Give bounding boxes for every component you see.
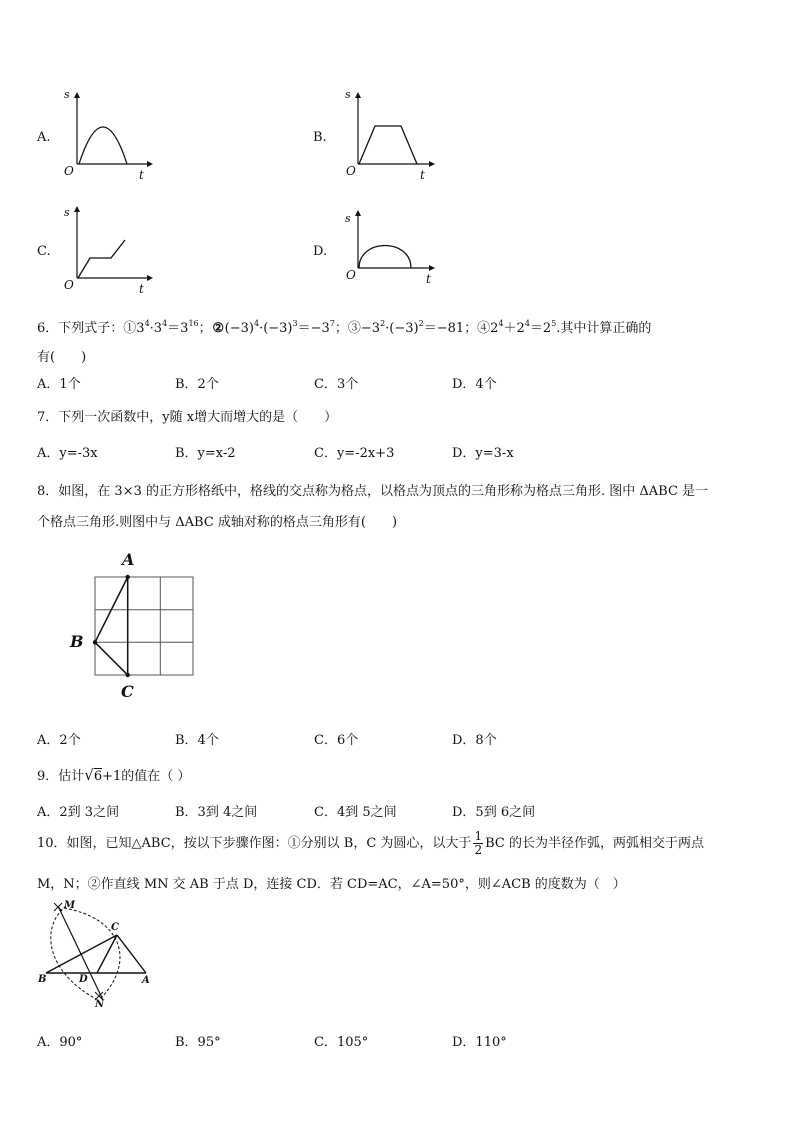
graph-c-figure	[35, 202, 165, 302]
grid-figure	[66, 548, 206, 708]
axis-y-label: s	[64, 206, 70, 219]
q9-option-c[interactable]: C．4到 5之间	[314, 805, 397, 820]
construction-figure	[36, 898, 166, 1013]
vertex-a-label: A	[122, 550, 135, 569]
q9-option-b[interactable]: B．3到 4之间	[175, 805, 258, 820]
option-graph-c	[35, 202, 165, 302]
formula-1: $3^4\cdot 3^4=3^{16}$；	[136, 319, 212, 336]
origin-label: O	[346, 164, 356, 178]
question-9-suffix: +1的值在（ ）	[102, 769, 191, 784]
axis-x-label: t	[420, 168, 425, 182]
q7-option-a[interactable]: A．y=-3x	[37, 446, 98, 461]
option-label: A.	[37, 130, 51, 145]
q6-option-a[interactable]: A．1个	[37, 377, 81, 392]
question-9-prefix: 9．估计	[37, 769, 85, 784]
question-10-line1	[37, 830, 704, 857]
q9-option-a[interactable]: A．2到 3之间	[37, 805, 120, 820]
point-a-label: A	[142, 975, 150, 986]
axis-x-label: t	[139, 282, 144, 296]
vertex-b-label: B	[70, 632, 84, 651]
graph-a-figure	[35, 88, 165, 188]
formula-4: $2^4+2^4=2^5$	[490, 319, 557, 336]
option-label: B.	[313, 130, 327, 145]
question-10-line1-a: 10．如图，已知△ABC，按以下步骤作图：①分别以 B，C 为圆心，以大于	[37, 836, 472, 851]
point-c-label: C	[111, 922, 119, 933]
q8-option-a[interactable]: A．2个	[37, 733, 81, 748]
axis-y-label: s	[345, 212, 351, 225]
point-m-label: M	[64, 900, 76, 911]
axis-x-label: t	[139, 168, 144, 182]
q9-option-d[interactable]: D．5到 6之间	[452, 805, 536, 820]
question-6-line2: 有( )	[37, 350, 87, 365]
q7-option-d[interactable]: D．y=3-x	[452, 446, 514, 461]
sqrt-radicand: 6	[93, 769, 103, 784]
graph-d-figure	[313, 202, 443, 302]
q10-option-a[interactable]: A．90°	[37, 1035, 83, 1050]
question-10-line1-b: BC 的长为半径作弧，两弧相交于两点	[485, 836, 704, 851]
axis-x-label: t	[426, 272, 431, 286]
option-graph-d	[313, 202, 443, 302]
q10-option-b[interactable]: B．95°	[175, 1035, 221, 1050]
q6-option-d[interactable]: D．4个	[452, 377, 497, 392]
q10-option-d[interactable]: D．110°	[452, 1035, 507, 1050]
formula-3: $-3^2\cdot(-3)^2=-81$；	[360, 319, 478, 336]
option-label: D.	[313, 244, 328, 259]
q7-option-b[interactable]: B．y=x-2	[175, 446, 236, 461]
q7-option-c[interactable]: C．y=-2x+3	[314, 446, 395, 461]
marker-3: ③	[347, 321, 361, 336]
question-8-line1: 8．如图，在 3×3 的正方形格纸中，格线的交点称为格点，以格点为顶点的三角形称为格点三角形. 图中 ΔABC 是一	[37, 484, 709, 499]
question-9-text	[37, 765, 190, 784]
marker-1: ①	[123, 321, 137, 336]
point-n-label: N	[95, 999, 105, 1010]
point-d-label: D	[79, 974, 88, 985]
axis-y-label: s	[345, 88, 351, 101]
sqrt-sign: √	[84, 766, 94, 784]
q8-option-c[interactable]: C．6个	[314, 733, 359, 748]
origin-label: O	[64, 278, 74, 292]
marker-2: ②	[212, 321, 224, 336]
option-graph-a	[35, 88, 165, 188]
q8-option-d[interactable]: D．8个	[452, 733, 497, 748]
axis-y-label: s	[64, 88, 70, 101]
formula-2: $(-3)^4\cdot(-3)^3=-3^7$；	[224, 319, 348, 336]
option-graph-b	[313, 88, 443, 188]
marker-4: ④	[477, 321, 491, 336]
q10-option-c[interactable]: C．105°	[314, 1035, 369, 1050]
fraction-denominator: 2	[474, 843, 483, 857]
question-10-line2: M，N；②作直线 MN 交 AB 于点 D，连接 CD．若 CD=AC，∠A=50°，则∠ACB 的度数为（ ）	[37, 877, 626, 892]
grid-triangle-svg	[66, 548, 206, 708]
q6-option-b[interactable]: B．2个	[175, 377, 219, 392]
point-b-label: B	[38, 974, 47, 985]
q8-option-b[interactable]: B．4个	[175, 733, 219, 748]
option-label: C.	[37, 244, 51, 259]
fraction-numerator: 1	[474, 829, 483, 843]
question-6-prefix: 6．下列式子：	[37, 321, 124, 336]
q6-option-c[interactable]: C．3个	[314, 377, 359, 392]
origin-label: O	[346, 268, 356, 282]
vertex-c-label: C	[121, 682, 134, 701]
question-6-tail: .其中计算正确的	[556, 321, 652, 336]
fraction-half	[473, 830, 483, 857]
question-7-text: 7．下列一次函数中，y随 x增大而增大的是（ ）	[37, 410, 338, 425]
construction-svg	[36, 898, 166, 1013]
question-6-line1	[37, 317, 651, 336]
question-8-line2: 个格点三角形.则图中与 ΔABC 成轴对称的格点三角形有( )	[37, 515, 398, 530]
origin-label: O	[64, 164, 74, 178]
